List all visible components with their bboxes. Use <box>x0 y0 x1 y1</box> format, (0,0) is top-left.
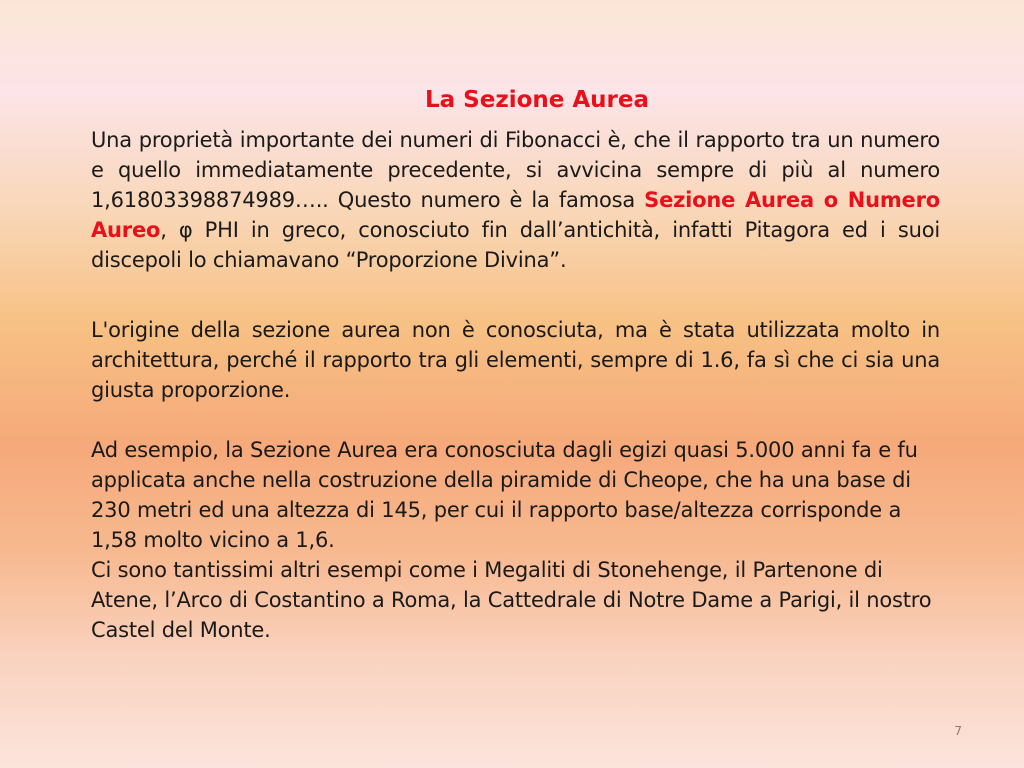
page-number: 7 <box>954 724 962 738</box>
highlight-golden-ratio: Sezione Aurea o Numero Aureo <box>91 188 940 242</box>
paragraph-origin: L'origine della sezione aurea non è conosciuta, ma è stata utilizzata molto in architettura, perché il rapporto tra gli elementi, sempre di 1.6, fa sì che ci sia una giusta proporzione. <box>91 318 940 402</box>
slide-title: La Sezione Aurea <box>424 87 650 113</box>
paragraph-fibonacci-text-start: Una proprietà importante dei numeri di Fibonacci è, che il rapporto tra un numero e quello immediatamente precedente, si avvicina sempre di più al numero 1,61803398874989….. Questo numero è la famosa <box>91 128 940 212</box>
paragraph-fibonacci-text-end: , φ PHI in greco, conosciuto fin dall’antichità, infatti Pitagora ed i suoi discepoli lo chiamavano “Proporzione Divina”. <box>91 218 940 272</box>
paragraph-egypt-example: Ad esempio, la Sezione Aurea era conosciuta dagli egizi quasi 5.000 anni fa e fu applicata anche nella costruzione della piramide di Cheope, che ha una base di 230 metri ed una altezza di 145, per cui il rapporto base/altezza corrisponde a 1,58 molto vicino a 1,6. <box>91 438 918 552</box>
paragraph-other-examples: Ci sono tantissimi altri esempi come i Megaliti di Stonehenge, il Partenone di Atene, l’Arco di Costantino a Roma, la Cattedrale di Notre Dame a Parigi, il nostro Castel del Monte. <box>91 558 932 642</box>
paragraph-fibonacci <box>91 125 940 275</box>
examples-block <box>91 435 939 645</box>
